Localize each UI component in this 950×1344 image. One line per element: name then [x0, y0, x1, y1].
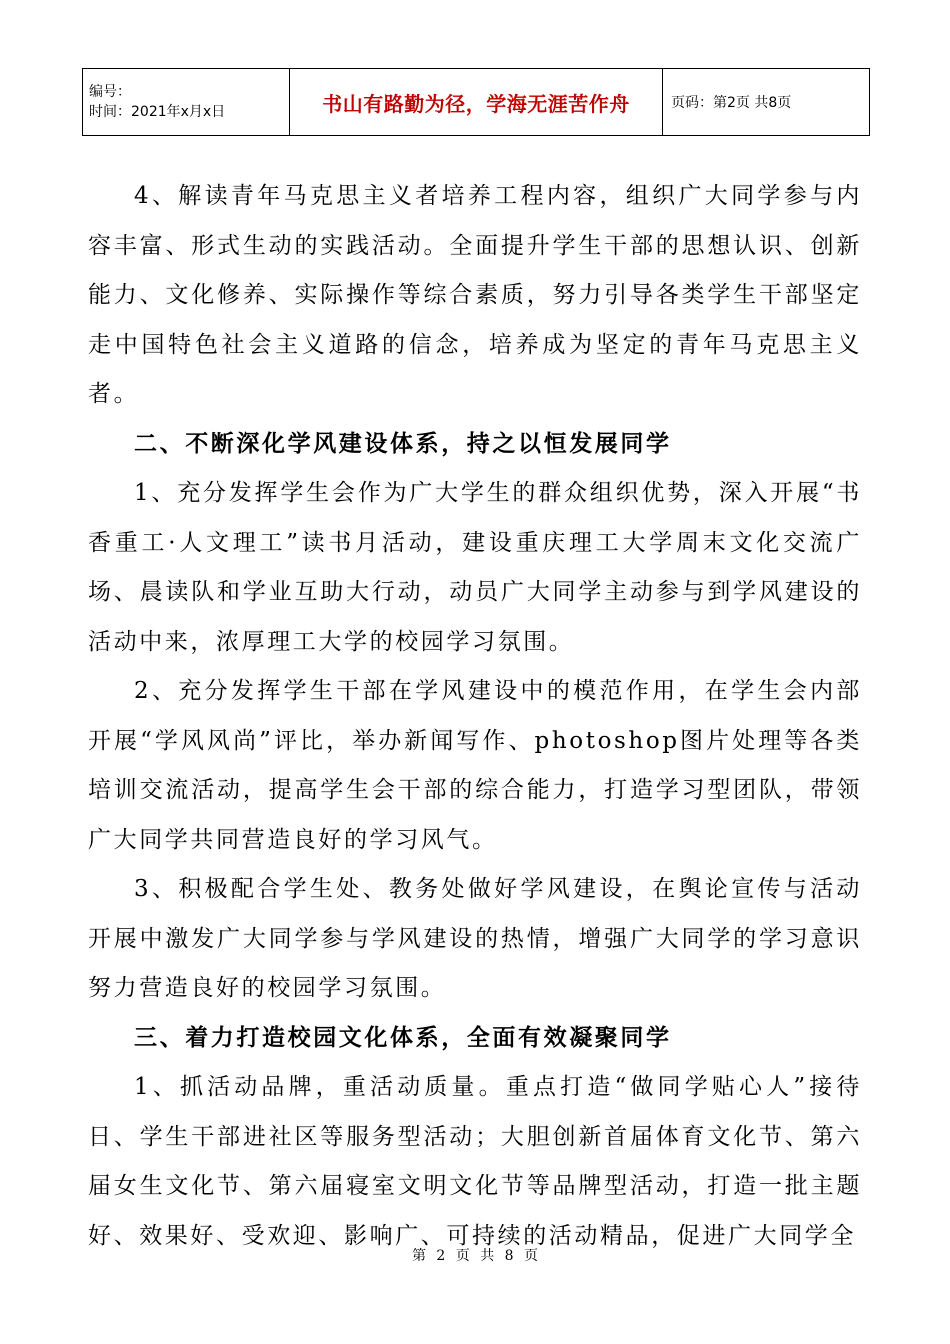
section-heading-2: 二、不断深化学风建设体系，持之以恒发展同学	[134, 430, 672, 457]
section-heading-3: 三、着力打造校园文化体系，全面有效凝聚同学	[134, 1024, 672, 1051]
paragraph-item-2-3: 3、积极配合学生处、教务处做好学风建设，在舆论宣传与活动开展中激发广大同学参与学风建设的热情，增强广大同学的学习意识努力营造良好的校园学习氛围。	[88, 876, 862, 1001]
paragraph-item-4: 4、解读青年马克思主义者培养工程内容，组织广大同学参与内容丰富、形式生动的实践活动。全面提升学生干部的思想认识、创新能力、文化修养、实际操作等综合素质，努力引导各类学生干部坚定走中国特色社会主义道路的信念，培养成为坚定的青年马克思主义者。	[88, 183, 862, 407]
paragraph-item-2-2: 2、充分发挥学生干部在学风建设中的模范作用，在学生会内部开展“学风风尚”评比，举办新闻写作、photoshop图片处理等各类培训交流活动，提高学生会干部的综合能力，打造学习型团队，带领广大同学共同营造良好的学习风气。	[88, 678, 862, 853]
document-header	[82, 68, 870, 136]
document-body	[88, 172, 862, 1261]
page-info-cell	[663, 69, 870, 136]
date-label: 时间：2021年x月x日	[89, 104, 226, 120]
page-info-text: 页码：第2页 共8页	[671, 95, 792, 111]
motto-text: 书山有路勤为径，学海无涯苦作舟	[322, 91, 630, 116]
header-meta-cell	[83, 69, 290, 136]
paragraph-item-2-1: 1、充分发挥学生会作为广大学生的群众组织优势，深入开展“书香重工·人文理工”读书月活动，建设重庆理工大学周末文化交流广场、晨读队和学业互助大行动，动员广大同学主动参与到学风建设的活动中来，浓厚理工大学的校园学习氛围。	[88, 480, 862, 655]
page-footer: 第 2 页 共 8 页	[411, 1248, 539, 1264]
paragraph-item-3-1: 1、抓活动品牌，重活动质量。重点打造“做同学贴心人”接待日、学生干部进社区等服务型活动；大胆创新首届体育文化节、第六届女生文化节、第六届寝室文明文化节等品牌型活动，打造一批主题好、效果好、受欢迎、影响广、可持续的活动精品，促进广大同学全	[88, 1074, 862, 1249]
serial-number-label: 编号：	[89, 84, 131, 100]
motto-cell	[290, 69, 663, 136]
